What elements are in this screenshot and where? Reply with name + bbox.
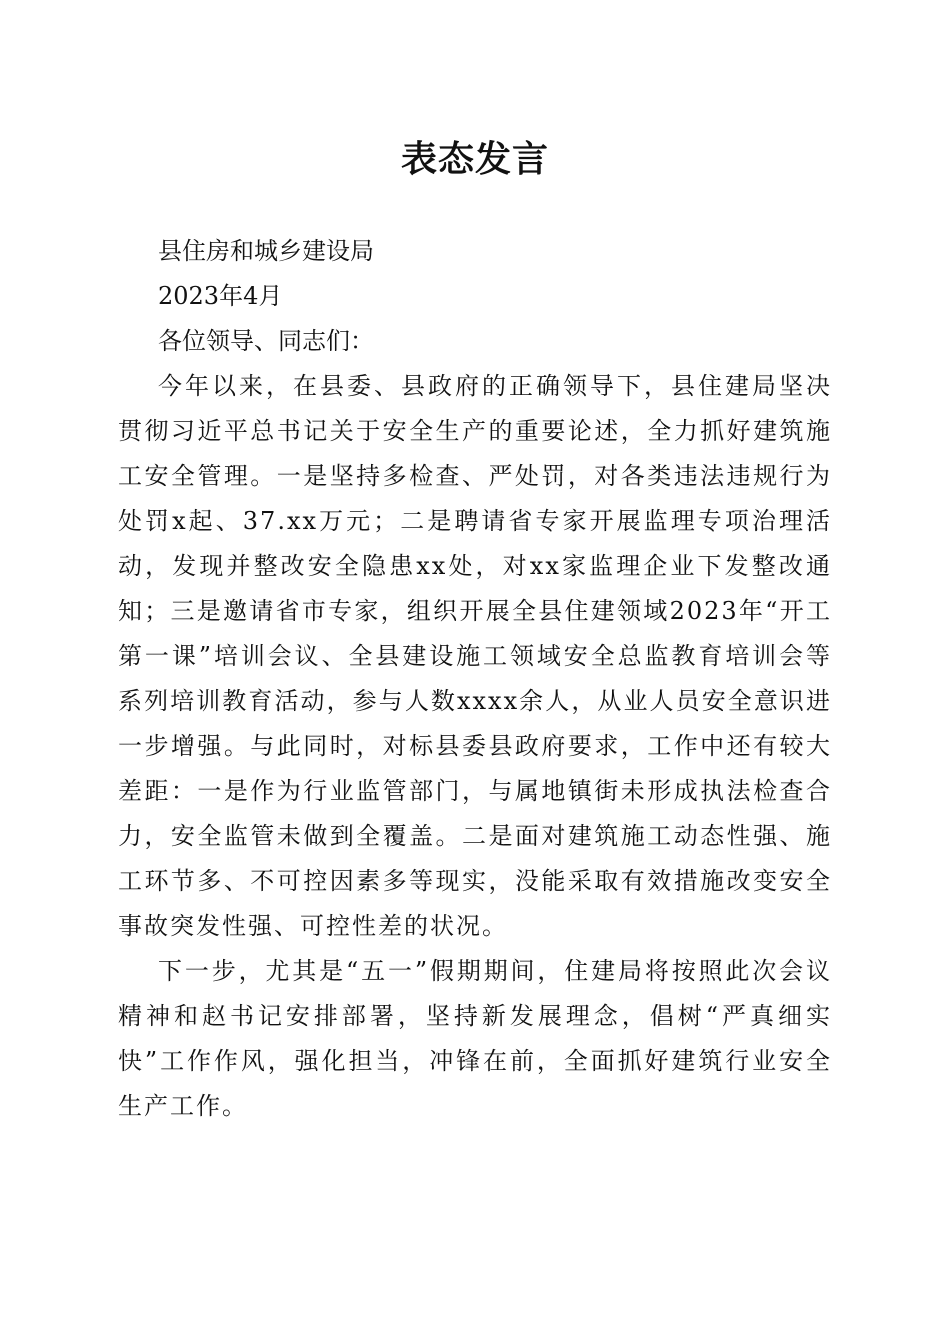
- document-body: [118, 229, 832, 1129]
- body-paragraph-1: 今年以来，在县委、县政府的正确领导下，县住建局坚决贯彻习近平总书记关于安全生产的重要论述，全力抓好建筑施工安全管理。一是坚持多检查、严处罚，对各类违法违规行为处罚x起、37.xx万元；二是聘请省专家开展监理专项治理活动，发现并整改安全隐患xx处，对xx家监理企业下发整改通知；三是邀请省市专家，组织开展全县住建领域2023年“开工第一课”培训会议、全县建设施工领域安全总监教育培训会等系列培训教育活动，参与人数xxxx余人，从业人员安全意识进一步增强。与此同时，对标县委县政府要求，工作中还有较大差距：一是作为行业监管部门，与属地镇街未形成执法检查合力，安全监管未做到全覆盖。二是面对建筑施工动态性强、施工环节多、不可控因素多等现实，没能采取有效措施改变安全事故突发性强、可控性差的状况。: [118, 372, 832, 940]
- date-line: 2023年4月: [158, 282, 283, 310]
- organization-line: 县住房和城乡建设局: [158, 237, 374, 265]
- salutation-line: 各位领导、同志们：: [158, 327, 374, 355]
- body-paragraph-2: 下一步，尤其是“五一”假期期间，住建局将按照此次会议精神和赵书记安排部署，坚持新发展理念，倡树“严真细实快”工作作风，强化担当，冲锋在前，全面抓好建筑行业安全生产工作。: [118, 957, 832, 1120]
- document-title: 表态发言: [400, 138, 549, 180]
